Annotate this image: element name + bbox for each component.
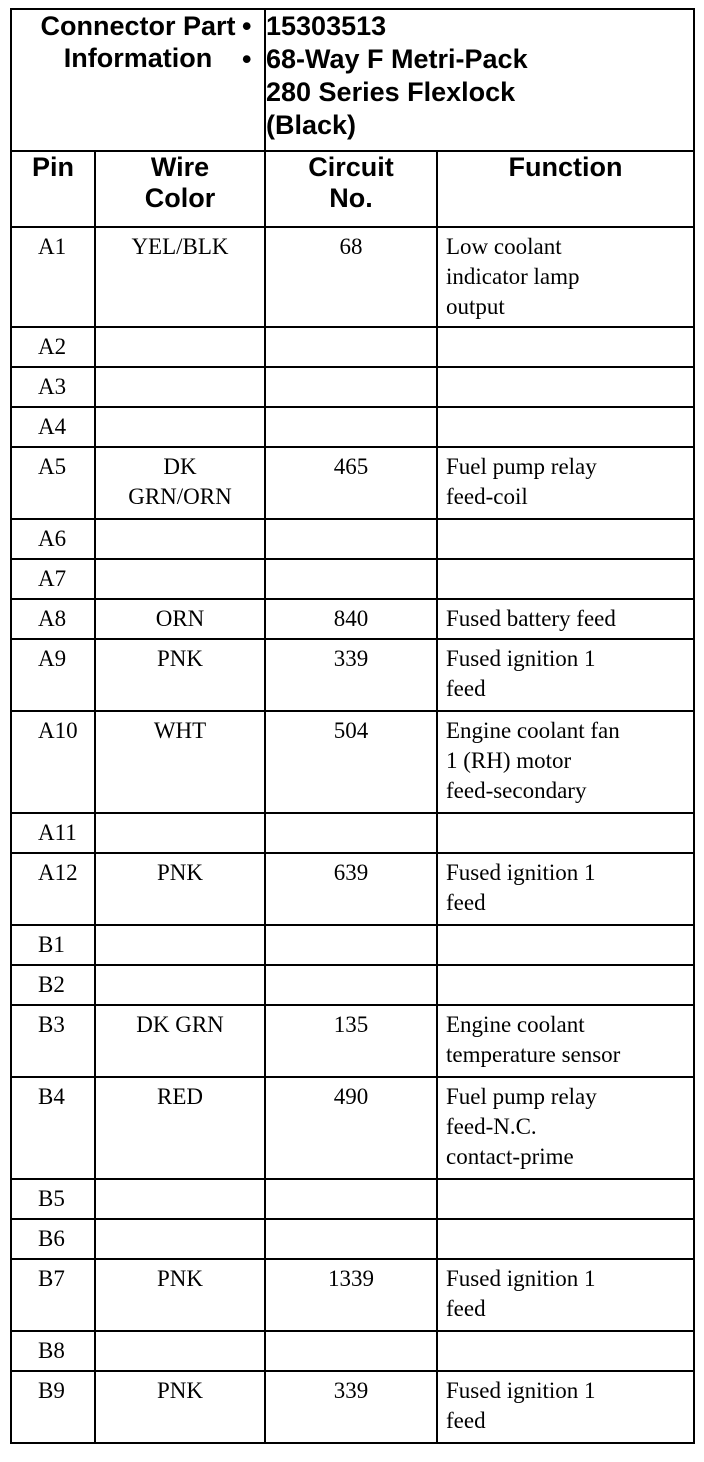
circuit-cell xyxy=(265,367,437,407)
table-row xyxy=(11,1179,694,1219)
function-line: output xyxy=(446,294,505,319)
wire-color-cell xyxy=(95,1219,265,1259)
circuit-cell: 465 xyxy=(265,447,437,519)
wire-color-cell xyxy=(95,519,265,559)
function-line: feed xyxy=(446,1408,486,1433)
wire-color-line: PNK xyxy=(156,646,203,671)
wire-color-cell xyxy=(95,639,265,711)
function-line: Fuel pump relay xyxy=(446,454,597,479)
info-title-line2: Information xyxy=(63,43,213,73)
wire-color-line: PNK xyxy=(156,1378,203,1403)
wire-color-cell xyxy=(95,1077,265,1179)
table-row xyxy=(11,1219,694,1259)
pin-cell: A8 xyxy=(11,599,95,639)
wire-color-cell xyxy=(95,367,265,407)
table-row xyxy=(11,965,694,1005)
circuit-cell xyxy=(265,1179,437,1219)
table-row xyxy=(11,559,694,599)
col-header-pin: Pin xyxy=(11,151,95,227)
pin-cell: A12 xyxy=(11,853,95,925)
function-line: Fused battery feed xyxy=(446,606,616,631)
function-line: Engine coolant xyxy=(446,1012,585,1037)
function-line: feed-coil xyxy=(446,484,528,509)
table-row xyxy=(11,519,694,559)
table-row xyxy=(11,639,694,711)
wire-color-cell xyxy=(95,227,265,327)
function-line: 1 (RH) motor xyxy=(446,748,572,773)
circuit-cell xyxy=(265,925,437,965)
column-header-row xyxy=(11,151,694,227)
wire-color-line: DK xyxy=(163,454,197,479)
function-line: Low coolant xyxy=(446,234,562,259)
pin-cell: A4 xyxy=(11,407,95,447)
function-line: indicator lamp xyxy=(446,264,580,289)
function-cell xyxy=(437,559,694,599)
wire-color-cell xyxy=(95,599,265,639)
wire-color-cell xyxy=(95,1259,265,1331)
table-row xyxy=(11,711,694,813)
function-cell xyxy=(437,227,694,327)
function-cell xyxy=(437,367,694,407)
circuit-cell xyxy=(265,1331,437,1371)
table-row xyxy=(11,407,694,447)
function-line: feed-secondary xyxy=(446,778,587,803)
function-cell xyxy=(437,1331,694,1371)
pin-cell: A7 xyxy=(11,559,95,599)
circuit-cell: 490 xyxy=(265,1077,437,1179)
function-line: Fused ignition 1 xyxy=(446,860,596,885)
table-row xyxy=(11,1371,694,1443)
pin-cell: B2 xyxy=(11,965,95,1005)
pin-cell: A5 xyxy=(11,447,95,519)
pin-cell: A2 xyxy=(11,327,95,367)
wire-color-cell xyxy=(95,327,265,367)
circuit-cell: 135 xyxy=(265,1005,437,1077)
bullet-icon: • xyxy=(242,11,252,41)
pin-cell: B9 xyxy=(11,1371,95,1443)
connector-part-list xyxy=(242,9,694,151)
wire-color-line: YEL/BLK xyxy=(131,234,229,259)
function-line: feed xyxy=(446,1296,486,1321)
pin-cell: B6 xyxy=(11,1219,95,1259)
table-row xyxy=(11,599,694,639)
function-line: Fused ignition 1 xyxy=(446,646,596,671)
table-row xyxy=(11,1259,694,1331)
pin-cell: A9 xyxy=(11,639,95,711)
wire-color-cell xyxy=(95,813,265,853)
table-row xyxy=(11,1331,694,1371)
function-cell xyxy=(437,925,694,965)
function-cell xyxy=(437,1005,694,1077)
wire-color-cell xyxy=(95,711,265,813)
part-color: (Black) xyxy=(266,110,357,140)
pin-cell: A10 xyxy=(11,711,95,813)
table-row xyxy=(11,925,694,965)
function-cell xyxy=(437,853,694,925)
function-cell xyxy=(437,639,694,711)
function-cell xyxy=(437,1219,694,1259)
part-number: • 15303513 xyxy=(242,11,387,41)
function-cell xyxy=(437,447,694,519)
info-title-line1: Connector Part xyxy=(40,11,236,41)
wire-color-cell xyxy=(95,1005,265,1077)
col-header-function: Function xyxy=(437,151,694,227)
wire-color-cell xyxy=(95,407,265,447)
function-cell xyxy=(437,813,694,853)
function-line: contact-prime xyxy=(446,1144,574,1169)
table-row xyxy=(11,1077,694,1179)
circuit-cell: 504 xyxy=(265,711,437,813)
table-row xyxy=(11,853,694,925)
wire-color-cell xyxy=(95,965,265,1005)
circuit-cell xyxy=(265,407,437,447)
function-cell xyxy=(437,1371,694,1443)
wire-color-line: DK GRN xyxy=(136,1012,224,1037)
circuit-cell xyxy=(265,327,437,367)
function-line: feed xyxy=(446,890,486,915)
circuit-cell xyxy=(265,1219,437,1259)
wire-color-cell xyxy=(95,853,265,925)
wire-color-cell xyxy=(95,1179,265,1219)
table-row xyxy=(11,227,694,327)
function-cell xyxy=(437,1077,694,1179)
table-row xyxy=(11,1005,694,1077)
function-cell xyxy=(437,1259,694,1331)
circuit-cell xyxy=(265,559,437,599)
function-cell xyxy=(437,711,694,813)
part-description-cont: 280 Series Flexlock xyxy=(266,77,516,107)
pin-cell: A1 xyxy=(11,227,95,327)
pin-cell: A6 xyxy=(11,519,95,559)
table-row xyxy=(11,367,694,407)
function-line: Fused ignition 1 xyxy=(446,1378,596,1403)
circuit-cell: 840 xyxy=(265,599,437,639)
wire-color-cell xyxy=(95,1371,265,1443)
wire-color-line: PNK xyxy=(156,1266,203,1291)
pin-cell: B5 xyxy=(11,1179,95,1219)
circuit-cell: 339 xyxy=(265,639,437,711)
function-line: feed xyxy=(446,676,486,701)
part-description: • 68-Way F Metri-Pack xyxy=(242,44,528,74)
wire-color-cell xyxy=(95,447,265,519)
function-cell xyxy=(437,407,694,447)
pin-cell: A3 xyxy=(11,367,95,407)
wire-color-cell xyxy=(95,559,265,599)
wire-color-line: ORN xyxy=(155,606,205,631)
wire-color-line: WHT xyxy=(153,718,207,743)
wire-color-cell xyxy=(95,1331,265,1371)
pin-cell: B8 xyxy=(11,1331,95,1371)
pin-cell: B7 xyxy=(11,1259,95,1331)
connector-header-row xyxy=(11,9,694,151)
pin-cell: B3 xyxy=(11,1005,95,1077)
circuit-cell xyxy=(265,965,437,1005)
function-line: Fuel pump relay xyxy=(446,1084,597,1109)
table-row xyxy=(11,447,694,519)
function-cell xyxy=(437,327,694,367)
function-cell xyxy=(437,519,694,559)
function-cell xyxy=(437,965,694,1005)
circuit-cell xyxy=(265,519,437,559)
circuit-cell: 339 xyxy=(265,1371,437,1443)
bullet-icon: • xyxy=(242,44,252,74)
function-line: temperature sensor xyxy=(446,1042,621,1067)
col-header-wire-color: Wire Color xyxy=(95,151,265,227)
wire-color-cell xyxy=(95,925,265,965)
wire-color-line: PNK xyxy=(156,860,203,885)
connector-info-title xyxy=(11,9,265,151)
table-row xyxy=(11,813,694,853)
function-cell xyxy=(437,1179,694,1219)
circuit-cell: 1339 xyxy=(265,1259,437,1331)
pin-cell: A11 xyxy=(11,813,95,853)
function-line: Engine coolant fan xyxy=(446,718,620,743)
pin-cell: B1 xyxy=(11,925,95,965)
circuit-cell xyxy=(265,813,437,853)
col-header-circuit: Circuit No. xyxy=(265,151,437,227)
function-cell xyxy=(437,599,694,639)
wire-color-line: GRN/ORN xyxy=(128,484,232,509)
function-line: Fused ignition 1 xyxy=(446,1266,596,1291)
function-line: feed-N.C. xyxy=(446,1114,537,1139)
wire-color-line: RED xyxy=(157,1084,203,1109)
connector-table xyxy=(10,8,695,1444)
pin-cell: B4 xyxy=(11,1077,95,1179)
table-row xyxy=(11,327,694,367)
circuit-cell: 639 xyxy=(265,853,437,925)
circuit-cell: 68 xyxy=(265,227,437,327)
